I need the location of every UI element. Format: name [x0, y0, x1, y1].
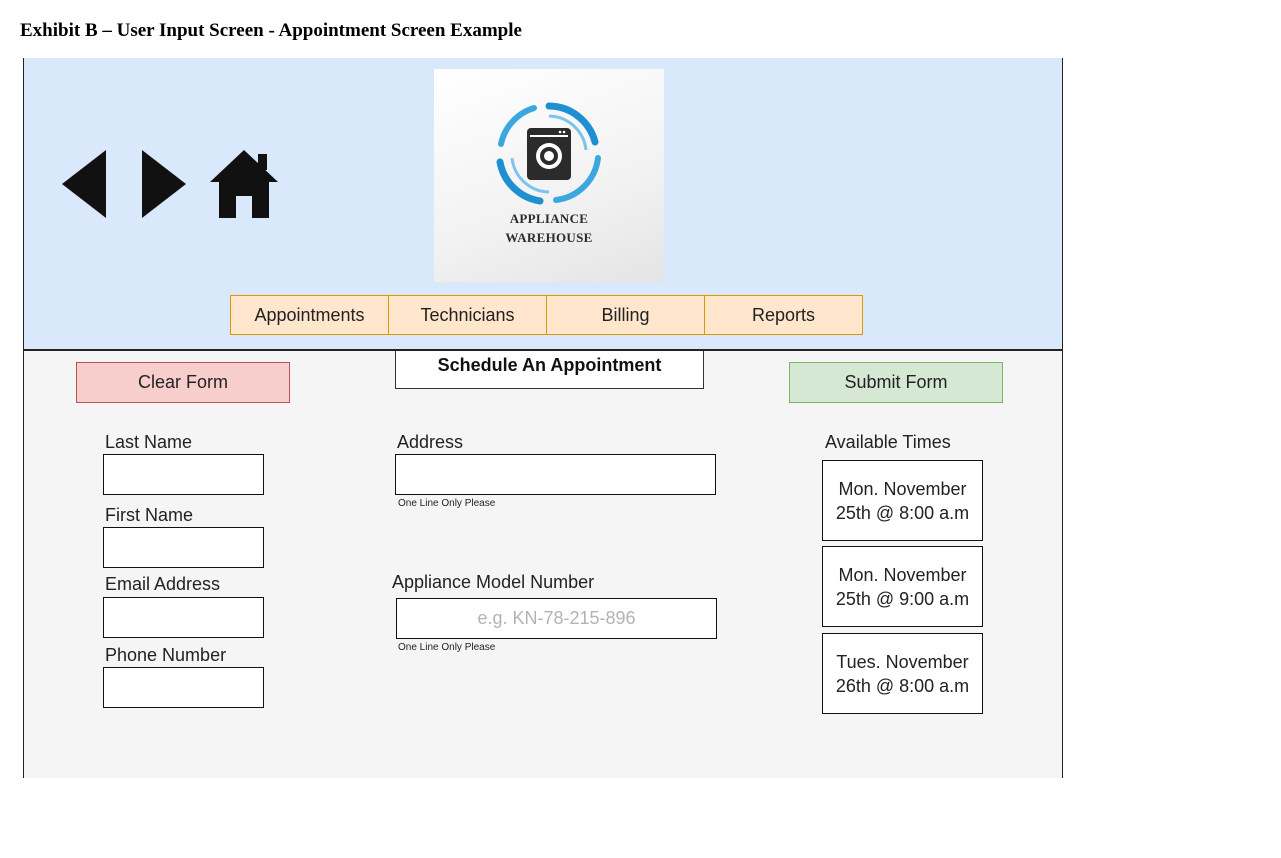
- available-times-label: Available Times: [825, 432, 951, 452]
- app-window: [23, 58, 1063, 778]
- menu-reports[interactable]: Reports: [704, 295, 863, 335]
- logo-text-line1: APPLIANCE: [509, 211, 589, 226]
- forward-arrow-icon[interactable]: [142, 150, 186, 218]
- appointment-form: [24, 351, 1062, 778]
- time-slot[interactable]: [822, 546, 983, 627]
- time-slot-time: 25th @ 8:00 a.m: [835, 502, 970, 523]
- menu-billing[interactable]: Billing: [546, 295, 705, 335]
- main-menu: [230, 295, 863, 335]
- form-title: Schedule An Appointment: [395, 351, 704, 389]
- address-hint: One Line Only Please: [398, 498, 496, 509]
- model-number-hint: One Line Only Please: [398, 642, 496, 653]
- exhibit-title: Exhibit B – User Input Screen - Appointment Screen Example: [20, 20, 522, 41]
- time-slot-day: Tues. November: [836, 651, 969, 672]
- back-arrow-icon[interactable]: [62, 150, 106, 218]
- time-slot-day: Mon. November: [838, 478, 967, 499]
- model-number-input[interactable]: [396, 598, 717, 639]
- address-label: Address: [397, 432, 464, 452]
- address-input[interactable]: [395, 454, 716, 495]
- phone-input[interactable]: [103, 667, 264, 708]
- last-name-input[interactable]: [103, 454, 264, 495]
- first-name-input[interactable]: [103, 527, 264, 568]
- email-input[interactable]: [103, 597, 264, 638]
- model-number-label: Appliance Model Number: [392, 572, 595, 592]
- washing-machine-icon: [494, 102, 604, 206]
- time-slot-day: Mon. November: [838, 564, 967, 585]
- submit-form-button[interactable]: Submit Form: [789, 362, 1003, 403]
- email-label: Email Address: [105, 574, 221, 594]
- first-name-label: First Name: [105, 505, 194, 525]
- clear-form-button[interactable]: Clear Form: [76, 362, 290, 403]
- last-name-label: Last Name: [105, 432, 193, 452]
- phone-label: Phone Number: [105, 645, 227, 665]
- time-slot-time: 25th @ 9:00 a.m: [835, 588, 970, 609]
- time-slot[interactable]: [822, 633, 983, 714]
- time-slot[interactable]: [822, 460, 983, 541]
- menu-technicians[interactable]: Technicians: [388, 295, 547, 335]
- header: [24, 58, 1062, 351]
- menu-appointments[interactable]: Appointments: [230, 295, 389, 335]
- company-logo: [434, 69, 664, 282]
- home-icon[interactable]: [210, 150, 278, 218]
- time-slot-time: 26th @ 8:00 a.m: [835, 675, 970, 696]
- logo-text-line2: WAREHOUSE: [505, 230, 593, 245]
